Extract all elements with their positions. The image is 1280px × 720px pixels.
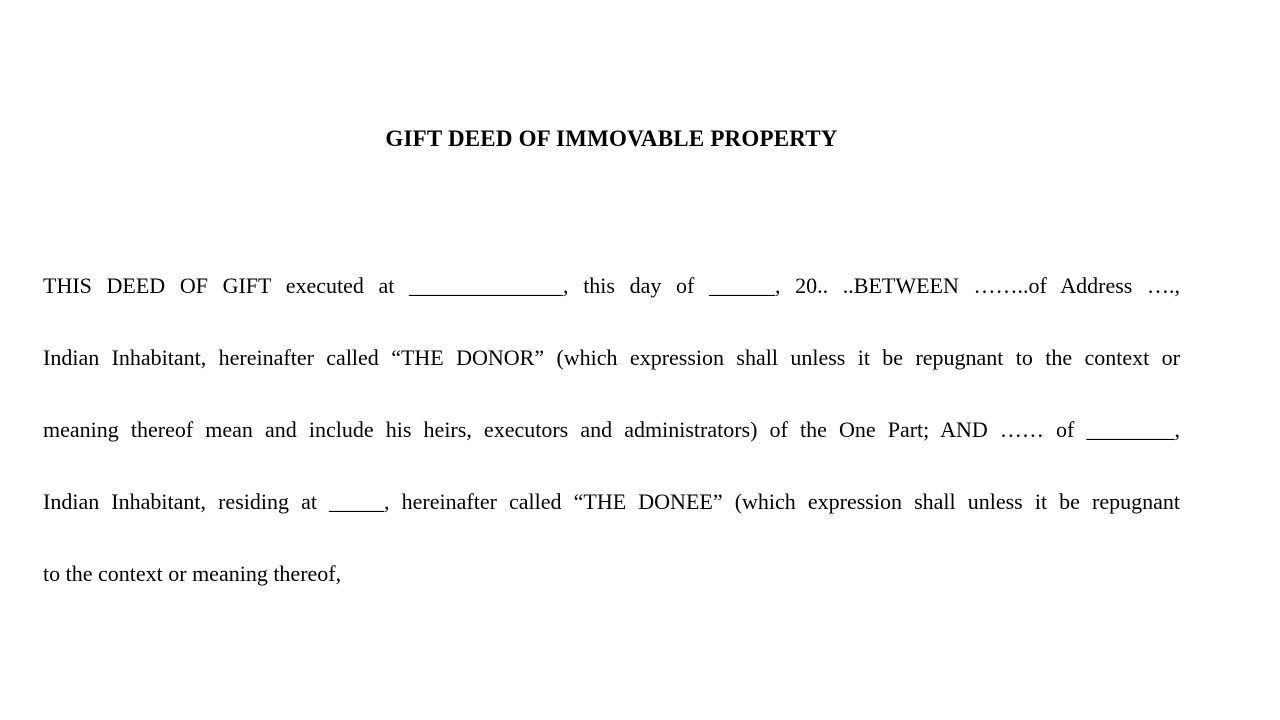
paragraph-line-3: meaning thereof mean and include his heirs, executors and administrators) of the One Part; AND …… of ________, [43, 417, 1180, 442]
paragraph-line-1: THIS DEED OF GIFT executed at ______________, this day of ______, 20.. ..BETWEEN ……..of Address …., [43, 273, 1180, 298]
document-body [43, 250, 1180, 610]
paragraph-line-5: to the context or meaning thereof, [43, 561, 342, 586]
paragraph-line-4: Indian Inhabitant, residing at _____, hereinafter called “THE DONEE” (which expression shall unless it be repugnant [43, 489, 1180, 514]
paragraph-line-2: Indian Inhabitant, hereinafter called “THE DONOR” (which expression shall unless it be repugnant to the context or [43, 345, 1180, 370]
document-title: GIFT DEED OF IMMOVABLE PROPERTY [385, 126, 838, 151]
